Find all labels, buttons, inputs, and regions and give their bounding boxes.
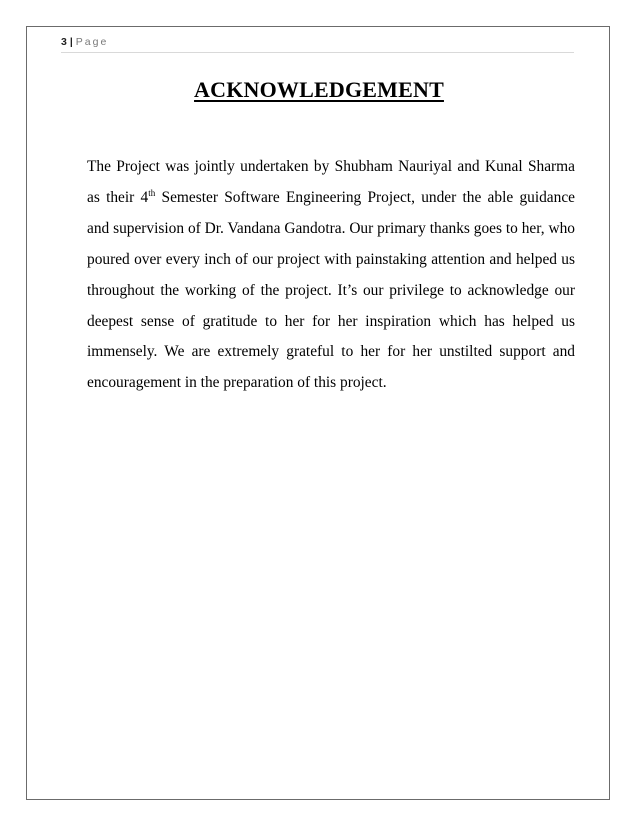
acknowledgement-paragraph — [87, 152, 575, 399]
page-label: Page — [75, 36, 109, 48]
document-title: ACKNOWLEDGEMENT — [194, 77, 444, 102]
paragraph-text-start: The Project was jointly undertaken by Shubham Nauriyal and Kunal Sharma as their 4 — [87, 158, 575, 206]
page-number: 3 — [61, 36, 67, 48]
page-border — [26, 26, 610, 800]
page-separator: | — [69, 36, 73, 48]
paragraph-text-end: Semester Software Engineering Project, under the able guidance and supervision of Dr. Vandana Gandotra. Our primary thanks goes to her, who poured over every inch of our project with painstaking attention and helped us throughout the working of the project. It’s our privilege to acknowledge our deepest sense of gratitude to her for her inspiration which has helped us immensely. We are extremely grateful to her for her unstilted support and encouragement in the preparation of this project. — [87, 188, 575, 392]
header-divider — [61, 52, 574, 53]
ordinal-superscript: th — [148, 187, 156, 198]
